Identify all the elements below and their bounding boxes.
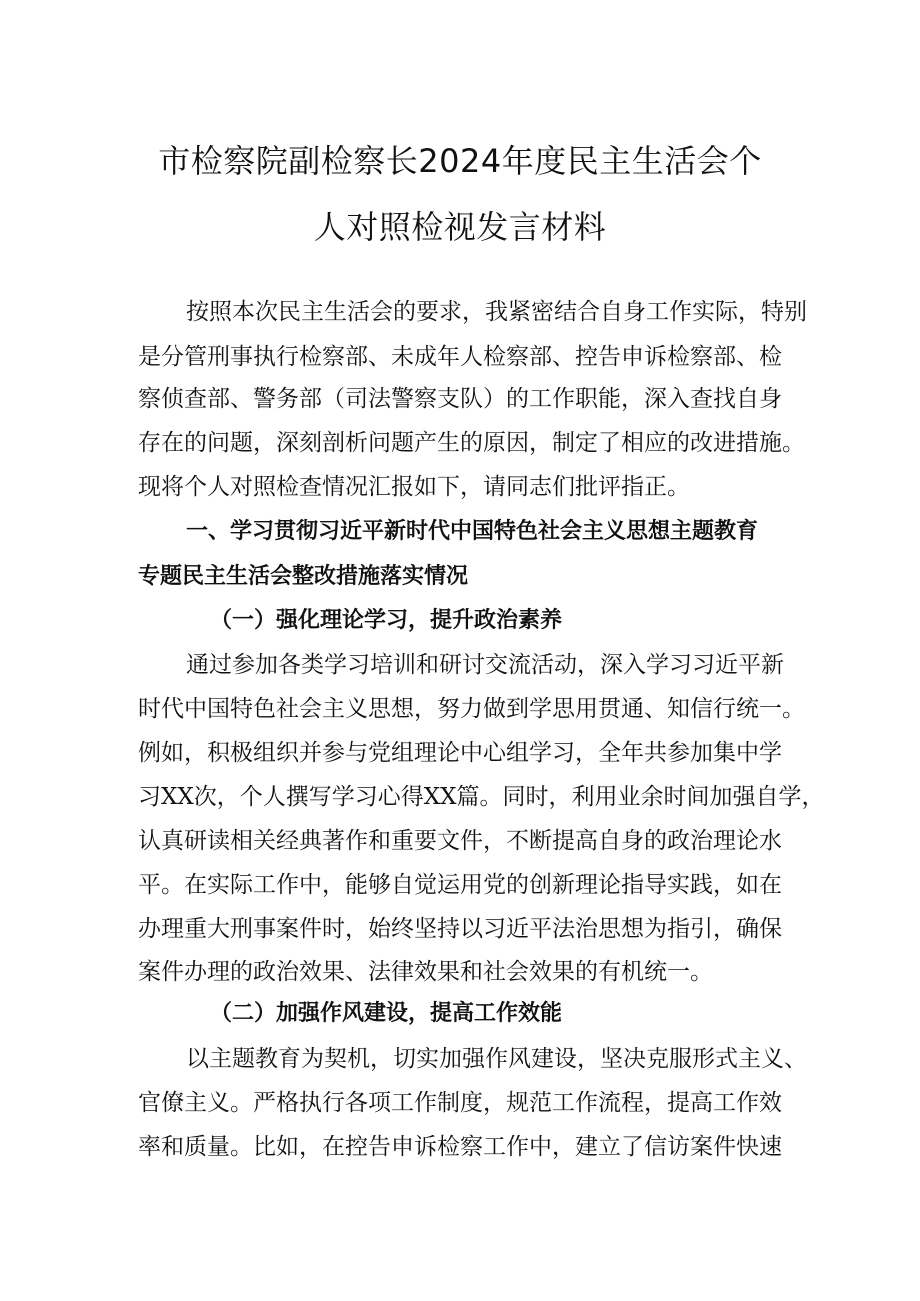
section-heading-line: 专题民主生活会整改措施落实情况	[138, 564, 469, 589]
body-paragraph-line: 率和质量。比如，在控告申诉检察工作中，建立了信访案件快速	[138, 1134, 782, 1160]
body-paragraph-line: 时代中国特色社会主义思想，努力做到学思用贯通、知信行统一。	[138, 696, 805, 722]
section-heading-line: 一、学习贯彻习近平新时代中国特色社会主义思想主题教育	[186, 519, 759, 544]
body-paragraph-line: 认真研读相关经典著作和重要文件，不断提高自身的政治理论水	[138, 828, 782, 854]
body-paragraph-line: 办理重大刑事案件时，始终坚持以习近平法治思想为指引，确保	[138, 916, 782, 942]
body-paragraph-line: 案件办理的政治效果、法律效果和社会效果的有机统一。	[138, 959, 713, 985]
intro-paragraph-line: 察侦查部、警务部（司法警察支队）的工作职能，深入查找自身	[138, 386, 782, 412]
body-paragraph-line: 习XX次，个人撰写学习心得XX篇。同时，利用业余时间加强自学，	[138, 784, 825, 810]
intro-paragraph-line: 是分管刑事执行检察部、未成年人检察部、控告申诉检察部、检	[138, 344, 782, 370]
subsection-heading: （二）加强作风建设，提高工作效能	[210, 1001, 563, 1026]
body-paragraph-line: 官僚主义。严格执行各项工作制度，规范工作流程，提高工作效	[138, 1090, 782, 1116]
intro-paragraph-line: 存在的问题，深刻剖析问题产生的原因，制定了相应的改进措施。	[138, 430, 805, 456]
subsection-heading: （一）强化理论学习，提升政治素养	[210, 608, 563, 633]
intro-paragraph-line: 按照本次民主生活会的要求，我紧密结合自身工作实际，特别	[186, 299, 807, 325]
body-paragraph-line: 通过参加各类学习培训和研讨交流活动，深入学习习近平新	[186, 652, 784, 678]
body-paragraph-line: 例如，积极组织并参与党组理论中心组学习，全年共参加集中学	[138, 740, 782, 766]
body-paragraph-line: 以主题教育为契机，切实加强作风建设，坚决克服形式主义、	[186, 1046, 807, 1072]
body-paragraph-line: 平。在实际工作中，能够自觉运用党的创新理论指导实践，如在	[138, 872, 782, 898]
intro-paragraph-line: 现将个人对照检查情况汇报如下，请同志们批评指正。	[138, 474, 690, 500]
document-title-line-1: 市检察院副检察长2024年度民主生活会个	[158, 142, 762, 180]
document-title-line-2: 人对照检视发言材料	[313, 208, 607, 246]
